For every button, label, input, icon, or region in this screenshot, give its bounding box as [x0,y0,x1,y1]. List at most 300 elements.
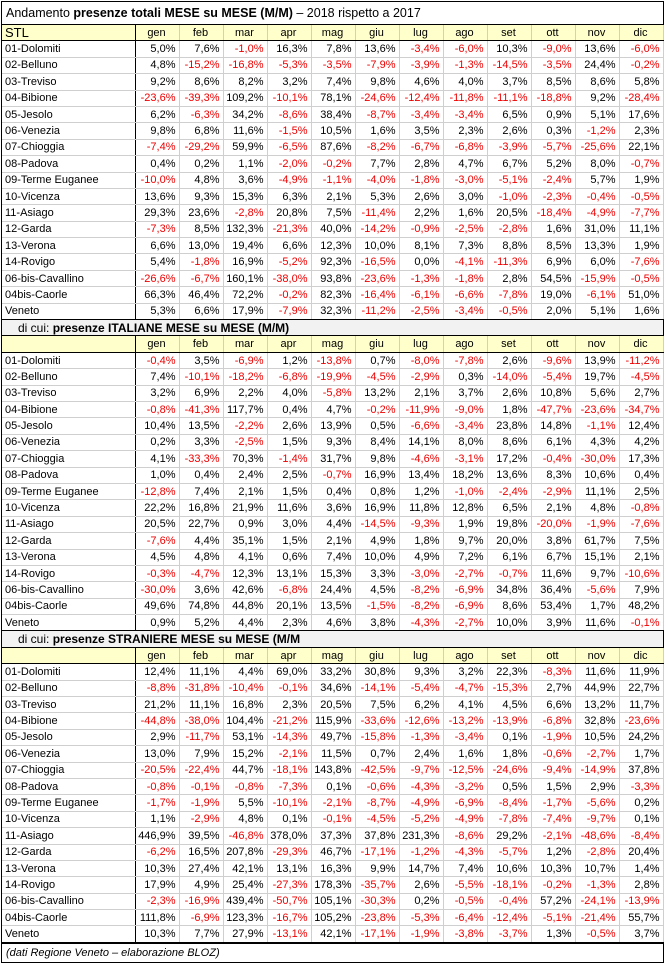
value-cell: 20,5% [487,205,531,221]
table-row [2,467,663,483]
row-label: 10-Vicenza [2,500,135,516]
value-cell: -5,7% [487,844,531,860]
value-cell: 4,6% [399,74,443,90]
table-row [2,254,663,270]
value-cell: 16,9% [355,500,399,516]
value-cell: 6,9% [531,254,575,270]
row-label: 08-Padova [2,156,135,172]
value-cell: -1,3% [399,729,443,745]
value-cell: -4,5% [355,811,399,827]
value-cell: 20,1% [267,598,311,614]
row-label: 03-Treviso [2,385,135,401]
row-label: 14-Rovigo [2,877,135,893]
value-cell: -14,2% [355,221,399,237]
value-cell: 2,1% [619,549,663,565]
value-cell: -4,6% [399,451,443,467]
row-label: 09-Terme Euganee [2,172,135,188]
value-cell: 1,1% [135,811,179,827]
value-cell: -24,6% [355,90,399,106]
value-cell: 8,5% [179,221,223,237]
value-cell: 4,7% [311,401,355,417]
value-cell: 2,2% [223,385,267,401]
value-cell: -24,6% [487,762,531,778]
value-cell: -2,8% [223,205,267,221]
value-cell: -8,2% [399,598,443,614]
value-cell: -8,0% [399,352,443,368]
value-cell: 8,6% [487,434,531,450]
value-cell: 42,1% [223,860,267,876]
value-cell: -3,0% [443,172,487,188]
value-cell: -0,5% [619,188,663,204]
value-cell: -0,6% [531,746,575,762]
month-header-ago: ago [443,336,487,352]
value-cell: -26,6% [135,270,179,286]
value-cell: 1,8% [399,533,443,549]
value-cell: -4,9% [575,205,619,221]
value-cell: -2,5% [443,221,487,237]
value-cell: 7,2% [443,549,487,565]
value-cell: 2,8% [399,156,443,172]
table-row [2,828,663,844]
value-cell: 11,8% [399,500,443,516]
value-cell: 35,1% [223,533,267,549]
value-cell: -1,9% [531,729,575,745]
value-cell: -6,9% [443,582,487,598]
value-cell: -6,1% [399,287,443,303]
value-cell: -2,5% [223,434,267,450]
value-cell: 10,3% [487,41,531,57]
value-cell: 2,1% [311,533,355,549]
row-label: 01-Dolomiti [2,664,135,680]
value-cell: 3,2% [267,74,311,90]
row-label: 04bis-Caorle [2,598,135,614]
value-cell: -2,7% [575,746,619,762]
row-label: 06-bis-Cavallino [2,270,135,286]
value-cell: 13,0% [135,746,179,762]
value-cell: 17,6% [619,106,663,122]
month-header-set: set [487,647,531,663]
value-cell: 13,4% [399,467,443,483]
value-cell: 7,6% [179,41,223,57]
value-cell: -2,1% [531,828,575,844]
value-cell: -12,4% [399,90,443,106]
value-cell: 2,3% [443,123,487,139]
table-row [2,57,663,73]
value-cell: -2,4% [531,172,575,188]
value-cell: 22,2% [135,500,179,516]
value-cell: 3,0% [443,188,487,204]
row-label: 07-Chioggia [2,762,135,778]
value-cell: -1,0% [223,41,267,57]
value-cell: 5,1% [575,303,619,319]
value-cell: -8,6% [443,828,487,844]
value-cell: 7,4% [311,549,355,565]
value-cell: 4,9% [355,533,399,549]
value-cell: 20,8% [267,205,311,221]
table-row [2,795,663,811]
value-cell: 13,9% [575,352,619,368]
value-cell: -15,9% [575,270,619,286]
value-cell: 1,7% [619,746,663,762]
value-cell: -30,0% [135,582,179,598]
value-cell: 4,5% [135,549,179,565]
value-cell: 4,9% [399,549,443,565]
table-row [2,287,663,303]
value-cell: 23,6% [179,205,223,221]
value-cell: -1,8% [179,254,223,270]
row-label: 04-Bibione [2,713,135,729]
value-cell: 13,5% [179,418,223,434]
value-cell: -7,3% [267,778,311,794]
value-cell: 115,9% [311,713,355,729]
value-cell: -6,5% [267,139,311,155]
value-cell: 1,6% [355,123,399,139]
value-cell: 24,4% [311,582,355,598]
value-cell: 0,9% [223,516,267,532]
month-header-set: set [487,25,531,41]
month-header-gen: gen [135,336,179,352]
header-label [2,336,135,352]
value-cell: 3,9% [531,615,575,631]
value-cell: 10,5% [311,123,355,139]
value-cell: 16,8% [223,697,267,713]
table-row [2,549,663,565]
month-header-dic: dic [619,647,663,663]
value-cell: -4,5% [619,369,663,385]
value-cell: 0,8% [355,483,399,499]
value-cell: -23,6% [135,90,179,106]
value-cell: 42,6% [223,582,267,598]
value-cell: 132,3% [223,221,267,237]
value-cell: 2,6% [399,877,443,893]
value-cell: 6,1% [487,549,531,565]
value-cell: 10,3% [531,860,575,876]
value-cell: 6,5% [487,106,531,122]
value-cell: -7,9% [355,57,399,73]
month-header-feb: feb [179,336,223,352]
value-cell: -33,6% [355,713,399,729]
row-label: 04-Bibione [2,90,135,106]
value-cell: 4,8% [179,172,223,188]
value-cell: 4,3% [575,434,619,450]
table-row [2,729,663,745]
value-cell: 0,9% [531,106,575,122]
value-cell: -20,0% [531,516,575,532]
value-cell: 46,7% [311,844,355,860]
row-label: 05-Jesolo [2,418,135,434]
value-cell: 10,6% [487,860,531,876]
value-cell: 12,4% [619,418,663,434]
value-cell: 7,8% [311,41,355,57]
value-cell: 0,2% [399,893,443,909]
row-label: 08-Padova [2,778,135,794]
row-label: 11-Asiago [2,828,135,844]
value-cell: 11,1% [179,697,223,713]
value-cell: -8,4% [619,828,663,844]
value-cell: -10,1% [179,369,223,385]
value-cell: -10,0% [135,172,179,188]
sheet-title [2,2,663,25]
table-row [2,418,663,434]
table-row [2,369,663,385]
value-cell: -11,9% [399,401,443,417]
value-cell: 46,4% [179,287,223,303]
value-cell: -3,7% [487,926,531,942]
value-cell: -17,1% [355,844,399,860]
row-label: 02-Belluno [2,680,135,696]
value-cell: -4,1% [443,254,487,270]
table-row [2,156,663,172]
value-cell: -0,1% [179,778,223,794]
row-label: 04bis-Caorle [2,910,135,926]
value-cell: 178,3% [311,877,355,893]
value-cell: 13,2% [575,697,619,713]
value-cell: 1,8% [487,401,531,417]
value-cell: 8,5% [531,74,575,90]
value-cell: -2,5% [399,303,443,319]
value-cell: -1,8% [443,270,487,286]
value-cell: -24,1% [575,893,619,909]
value-cell: -0,8% [135,401,179,417]
value-cell: -1,9% [575,516,619,532]
value-cell: 74,8% [179,598,223,614]
value-cell: -13,9% [619,893,663,909]
value-cell: -3,3% [619,778,663,794]
value-cell: -0,2% [531,877,575,893]
value-cell: -0,1% [311,811,355,827]
value-cell: 10,7% [575,860,619,876]
value-cell: -6,2% [135,844,179,860]
value-cell: -23,6% [619,713,663,729]
month-header-lug: lug [399,336,443,352]
value-cell: 20,0% [487,533,531,549]
value-cell: -29,2% [179,139,223,155]
value-cell: -0,8% [619,500,663,516]
row-label: 10-Vicenza [2,811,135,827]
section-heading-bold: presenze STRANIERE MESE su MESE (M/M [52,632,301,647]
value-cell: -6,8% [531,713,575,729]
value-cell: -27,3% [267,877,311,893]
source-note: (dati Regione Veneto – elaborazione BLOZ) [2,943,663,962]
table-row [2,516,663,532]
value-cell: 4,4% [223,615,267,631]
value-cell: -48,6% [575,828,619,844]
value-cell: 2,6% [399,188,443,204]
month-header-dic: dic [619,25,663,41]
value-cell: 16,3% [311,860,355,876]
value-cell: 1,5% [531,778,575,794]
value-cell: 30,8% [355,664,399,680]
value-cell: -0,1% [267,680,311,696]
value-cell: -0,7% [619,156,663,172]
value-cell: 8,0% [575,156,619,172]
value-cell: 4,6% [311,615,355,631]
value-cell: -14,9% [575,762,619,778]
value-cell: 6,2% [399,697,443,713]
value-cell: -0,5% [487,303,531,319]
value-cell: 11,9% [619,664,663,680]
value-cell: -0,7% [311,467,355,483]
value-cell: 117,7% [223,401,267,417]
value-cell: 9,8% [135,123,179,139]
value-cell: -5,6% [575,582,619,598]
value-cell: -13,1% [267,926,311,942]
value-cell: -1,1% [575,418,619,434]
value-cell: 6,6% [531,697,575,713]
row-label: 02-Belluno [2,369,135,385]
month-header-ott: ott [531,336,575,352]
value-cell: 37,8% [619,762,663,778]
table-row [2,926,663,942]
value-cell: 7,7% [355,156,399,172]
value-cell: -11,4% [355,205,399,221]
value-cell: 1,6% [443,205,487,221]
value-cell: -0,4% [575,188,619,204]
value-cell: 0,1% [311,778,355,794]
value-cell: 2,5% [267,467,311,483]
value-cell: 3,6% [179,582,223,598]
row-label: Veneto [2,926,135,942]
value-cell: 2,7% [531,680,575,696]
value-cell: 0,5% [487,778,531,794]
table-row [2,303,663,319]
value-cell: -38,0% [267,270,311,286]
value-cell: 2,1% [399,385,443,401]
value-cell: 21,2% [135,697,179,713]
month-header-giu: giu [355,647,399,663]
month-header-ago: ago [443,25,487,41]
header-label: STL [2,25,135,41]
value-cell: -1,3% [575,877,619,893]
value-cell: -12,6% [399,713,443,729]
value-cell: 25,4% [223,877,267,893]
value-cell: -1,7% [531,795,575,811]
value-cell: 38,4% [311,106,355,122]
value-cell: -6,3% [179,106,223,122]
value-cell: 44,8% [223,598,267,614]
value-cell: 1,9% [443,516,487,532]
value-cell: -2,9% [399,369,443,385]
value-cell: 2,5% [619,483,663,499]
value-cell: -0,4% [135,352,179,368]
value-cell: -5,4% [531,369,575,385]
value-cell: 22,7% [619,680,663,696]
row-label: 14-Rovigo [2,565,135,581]
value-cell: -0,4% [531,451,575,467]
value-cell: 20,4% [619,844,663,860]
row-label: 01-Dolomiti [2,41,135,57]
value-cell: -2,2% [223,418,267,434]
value-cell: -18,4% [531,205,575,221]
value-cell: -3,5% [311,57,355,73]
value-cell: 16,3% [267,41,311,57]
header-label [2,647,135,663]
value-cell: -0,2% [355,401,399,417]
value-cell: 378,0% [267,828,311,844]
value-cell: 19,4% [223,238,267,254]
month-header-mar: mar [223,25,267,41]
value-cell: 87,6% [311,139,355,155]
month-header-mar: mar [223,336,267,352]
value-cell: -2,8% [487,221,531,237]
value-cell: 2,9% [135,729,179,745]
value-cell: 1,6% [443,746,487,762]
value-cell: 29,3% [135,205,179,221]
value-cell: -30,0% [575,451,619,467]
value-cell: 6,7% [531,549,575,565]
value-cell: -6,8% [267,582,311,598]
row-label: 11-Asiago [2,205,135,221]
value-cell: -11,1% [487,90,531,106]
table-row [2,615,663,631]
value-cell: -11,2% [355,303,399,319]
value-cell: 3,0% [267,516,311,532]
value-cell: 9,9% [355,860,399,876]
value-cell: 11,5% [311,746,355,762]
value-cell: -34,7% [619,401,663,417]
table-row [2,697,663,713]
value-cell: 8,2% [223,74,267,90]
value-cell: 160,1% [223,270,267,286]
value-cell: 4,8% [135,57,179,73]
value-cell: 4,2% [619,434,663,450]
value-cell: 78,1% [311,90,355,106]
value-cell: 111,8% [135,910,179,926]
value-cell: 2,6% [487,385,531,401]
table-row [2,172,663,188]
row-label: 12-Garda [2,844,135,860]
value-cell: 7,3% [443,238,487,254]
table-row [2,680,663,696]
value-cell: 11,6% [267,500,311,516]
value-cell: 31,0% [575,221,619,237]
value-cell: -6,4% [443,910,487,926]
table-row [2,139,663,155]
value-cell: -29,3% [267,844,311,860]
value-cell: -16,7% [267,910,311,926]
value-cell: 14,1% [399,434,443,450]
value-cell: 19,7% [575,369,619,385]
month-header-feb: feb [179,25,223,41]
value-cell: 15,1% [575,549,619,565]
value-cell: -6,7% [399,139,443,155]
value-cell: 15,3% [311,565,355,581]
value-cell: 92,3% [311,254,355,270]
table-row [2,533,663,549]
value-cell: 2,7% [619,385,663,401]
value-cell: -4,7% [179,565,223,581]
value-cell: 11,7% [619,697,663,713]
value-cell: 3,6% [311,500,355,516]
value-cell: 9,7% [443,533,487,549]
value-cell: -6,1% [575,287,619,303]
value-cell: -8,8% [135,680,179,696]
value-cell: 1,2% [399,483,443,499]
value-cell: -10,6% [619,565,663,581]
value-cell: 72,2% [223,287,267,303]
value-cell: -11,7% [179,729,223,745]
value-cell: 231,3% [399,828,443,844]
value-cell: 2,8% [619,877,663,893]
value-cell: 16,9% [355,467,399,483]
row-label: 03-Treviso [2,74,135,90]
value-cell: 2,1% [223,483,267,499]
value-cell: -1,0% [443,483,487,499]
table-row [2,188,663,204]
value-cell: 4,1% [443,697,487,713]
value-cell: -2,3% [135,893,179,909]
value-cell: -8,6% [267,106,311,122]
